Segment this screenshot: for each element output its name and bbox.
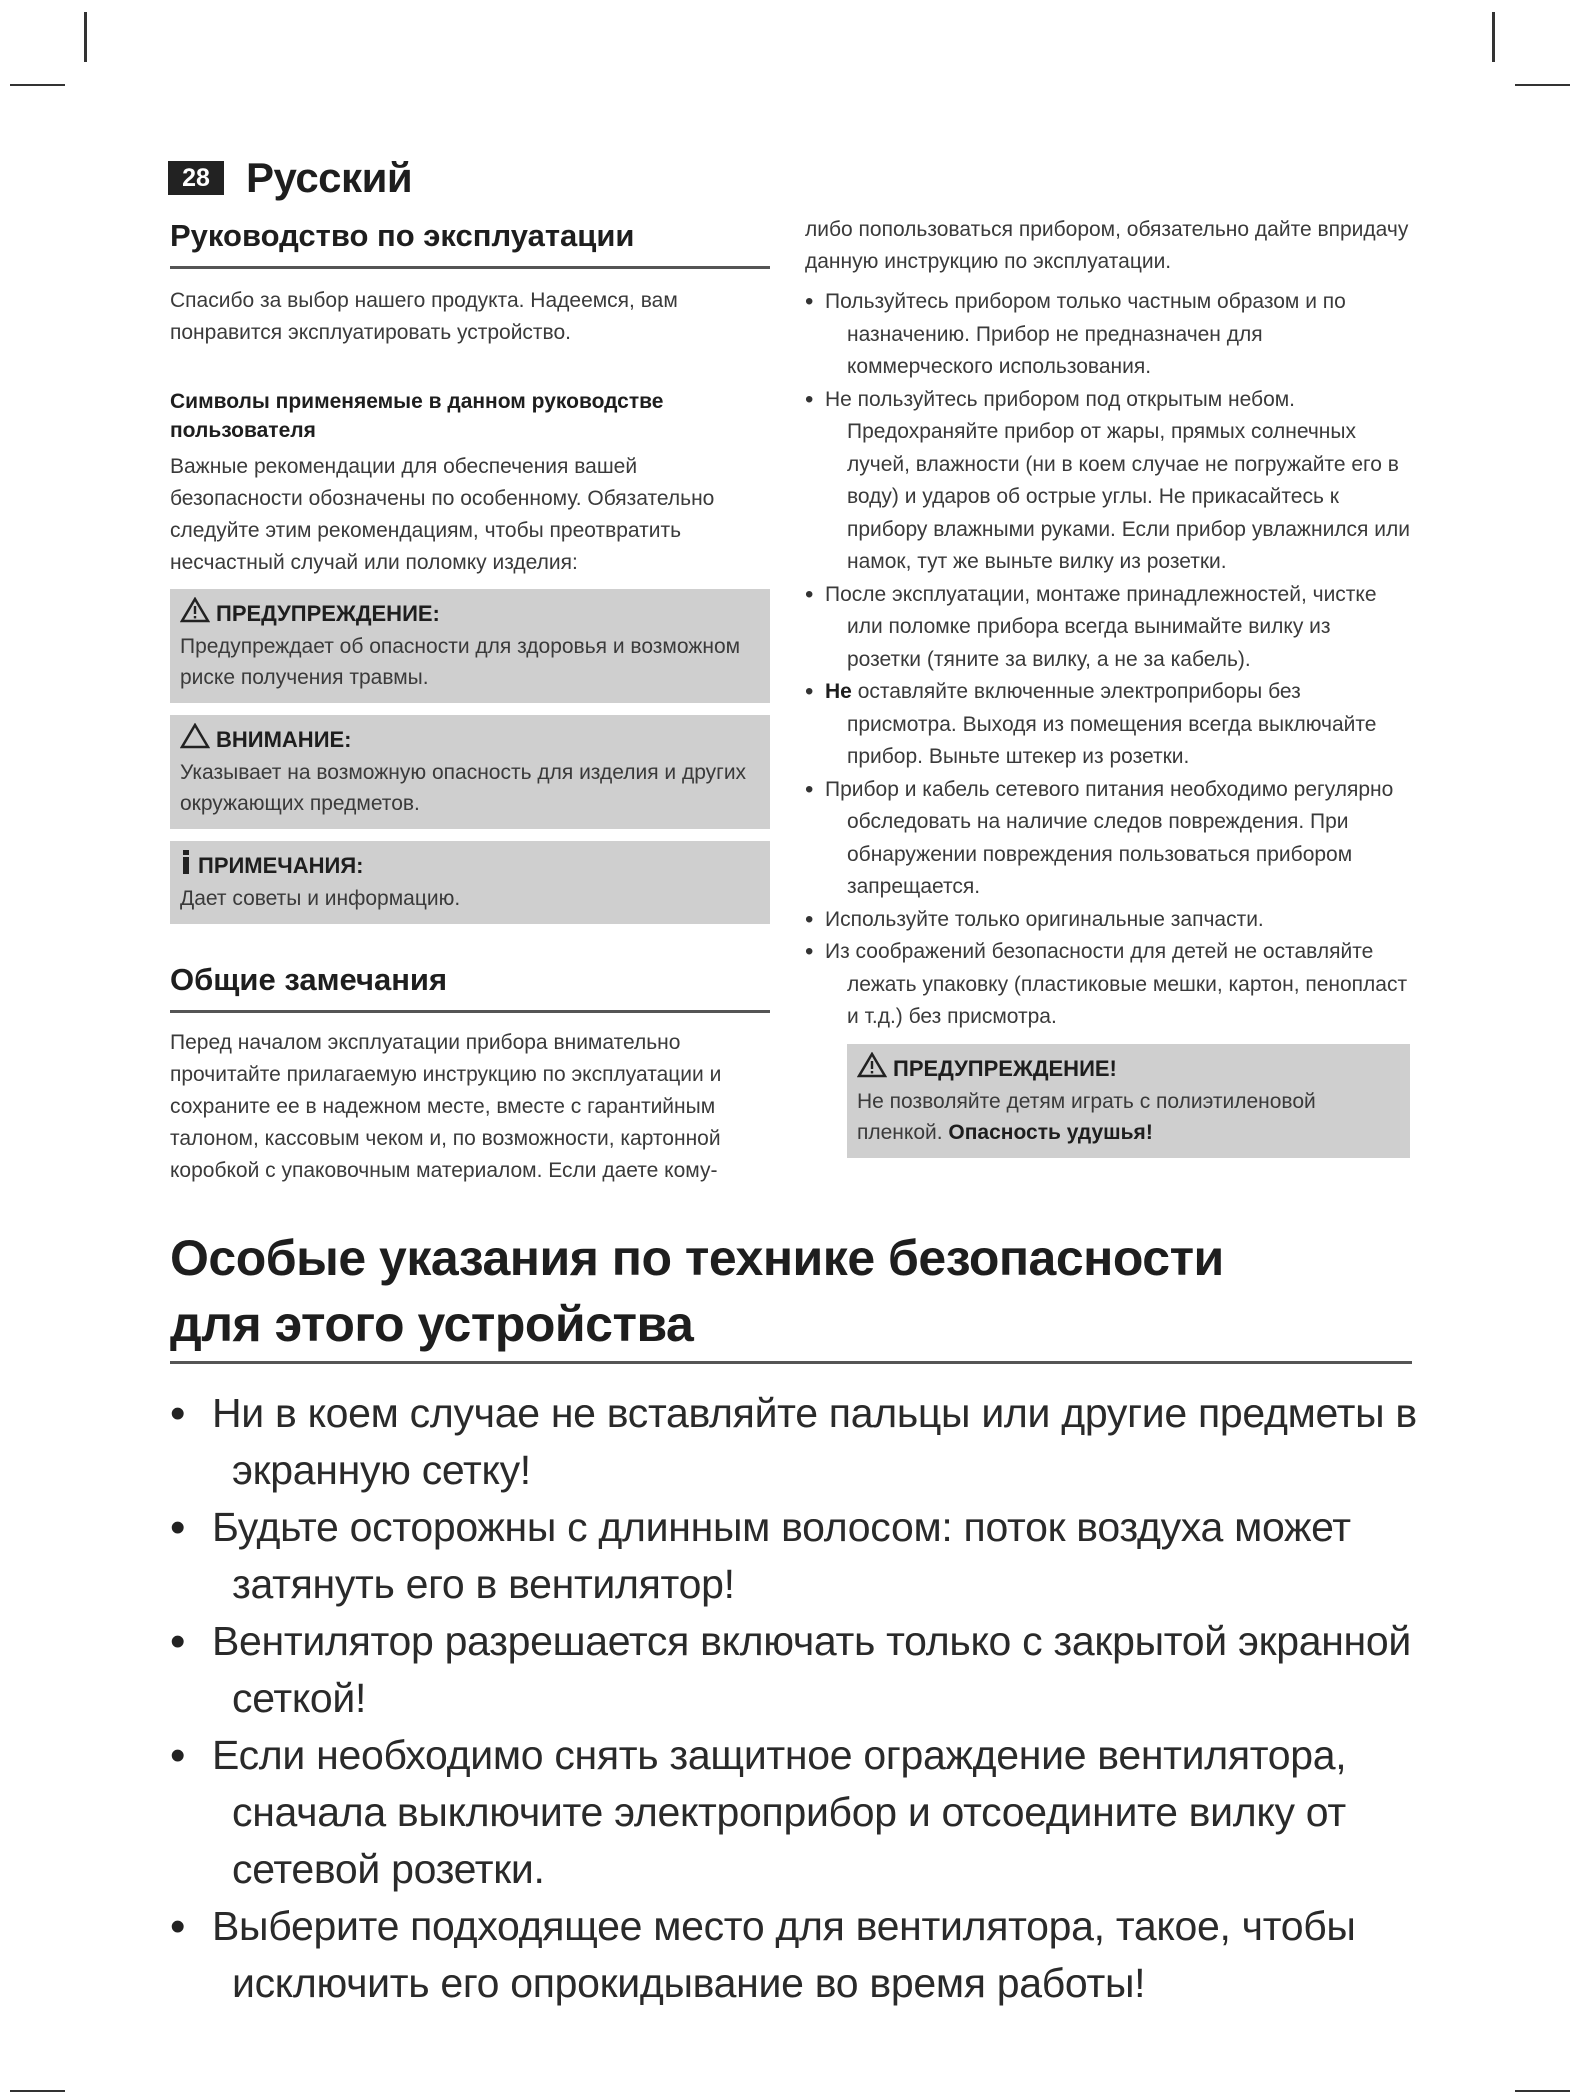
warning-2-title-row — [857, 1052, 1400, 1086]
warning-text: Предупреждает об опасности для здоровья и возможном риске получения травмы. — [180, 635, 741, 689]
left-column — [170, 214, 770, 1187]
crop-mark — [84, 12, 87, 62]
caution-text: Указывает на возможную опасность для изделия и других окружающих предметов. — [180, 761, 747, 815]
language-title: Русский — [246, 154, 413, 201]
warning-2-text-block — [857, 1086, 1400, 1148]
caution-title: ВНИМАНИЕ: — [216, 727, 352, 752]
special-title-line-1: Особые указания по технике безопасности — [170, 1230, 1224, 1286]
list-item: • Из соображений безопасности для детей не оставляйте лежать упаковку (пластиковые мешки, картон, пенопласт и т.д.) без присмотра. — [805, 936, 1410, 1034]
warning-title: ПРЕДУПРЕЖДЕНИЕ: — [216, 601, 440, 626]
bold-word: Не — [825, 680, 852, 703]
symbols-text: Важные рекомендации для обеспечения вашей безопасности обозначены по особенному. Обязательно следуйте этим рекомендациям, чтобы преотвратить несчастный случай или поломку изделия: — [170, 455, 715, 574]
list-item: • Вентилятор разрешается включать только с закрытой экранной сеткой! — [170, 1613, 1420, 1727]
page-header — [168, 150, 412, 206]
page-number: 28 — [168, 161, 224, 195]
symbols-heading: Символы применяемые в данном руководстве пользователя — [170, 390, 664, 442]
list-item: • Выберите подходящее место для вентилятора, такое, чтобы исключить его опрокидывание во время работы! — [170, 1898, 1420, 2012]
note-box — [170, 841, 770, 924]
list-item: • Ни в коем случае не вставляйте пальцы или другие предметы в экранную сетку! — [170, 1385, 1420, 1499]
list-item: • Пользуйтесь прибором только частным образом и по назначению. Прибор не предназначен для коммерческого использования. — [805, 286, 1410, 384]
crop-mark — [10, 84, 65, 86]
special-title-line-2: для этого устройства — [170, 1296, 694, 1352]
right-column — [805, 214, 1410, 1158]
warning-title-row — [180, 597, 760, 631]
warning-2-title: ПРЕДУПРЕЖДЕНИЕ! — [893, 1055, 1117, 1081]
warning-box-2 — [847, 1044, 1410, 1158]
general-heading: Общие замечания — [170, 958, 770, 1013]
caution-box — [170, 715, 770, 829]
list-item: • Используйте только оригинальные запчасти. — [805, 904, 1410, 937]
continuation-text: либо попользоваться прибором, обязательно дайте впридачу данную инструкцию по эксплуатации. — [805, 218, 1409, 273]
list-item — [805, 676, 1410, 774]
note-text: Дает советы и информацию. — [180, 887, 461, 910]
info-icon — [180, 849, 192, 883]
warning-2-bold: Опасность удушья! — [948, 1120, 1153, 1144]
note-title-row — [180, 849, 760, 883]
general-bullet-list — [805, 286, 1410, 1034]
warning-triangle-icon — [857, 1052, 887, 1086]
caution-triangle-icon — [180, 723, 210, 757]
crop-mark — [10, 2090, 65, 2092]
general-text: Перед началом эксплуатации прибора внимательно прочитайте прилагаемую инструкцию по эксплуатации и сохраните ее в надежном месте, вместе с гарантийным талоном, кассовым чеком и, по возможности, картонной коробкой с упаковочным материалом. Если даете кому- — [170, 1031, 722, 1182]
note-title: ПРИМЕЧАНИЯ: — [198, 853, 364, 878]
warning-triangle-icon — [180, 597, 210, 631]
crop-mark — [1492, 12, 1495, 62]
special-safety-list — [170, 1385, 1420, 2012]
crop-mark — [1515, 84, 1570, 86]
caution-title-row — [180, 723, 760, 757]
list-item: • Не пользуйтесь прибором под открытым небом. Предохраняйте прибор от жары, прямых солнечных лучей, влажности (ни в коем случае не погружайте его в воду) и ударов об острые углы. Не прикасайтесь к прибору влажными руками. Если прибор увлажнился или намок, тут же выньте вилку из розетки. — [805, 384, 1410, 579]
crop-mark — [1515, 2090, 1570, 2092]
warning-box — [170, 589, 770, 703]
manual-heading: Руководство по эксплуатации — [170, 214, 770, 269]
list-item-text: оставляйте включенные электроприборы без присмотра. Выходя из помещения всегда выключайте прибор. Выньте штекер из розетки. — [847, 680, 1377, 768]
special-safety-title — [170, 1225, 1412, 1364]
warning-2-text: Не позволяйте детям играть с полиэтиленовой пленкой. — [857, 1089, 1316, 1144]
list-item: • Будьте осторожны с длинным волосом: поток воздуха может затянуть его в вентилятор! — [170, 1499, 1420, 1613]
list-item: • Прибор и кабель сетевого питания необходимо регулярно обследовать на наличие следов повреждения. При обнаружении повреждения пользоваться прибором запрещается. — [805, 774, 1410, 904]
list-item: • После эксплуатации, монтаже принадлежностей, чистке или поломке прибора всегда вынимайте вилку из розетки (тяните за вилку, а не за кабель). — [805, 579, 1410, 677]
list-item: • Если необходимо снять защитное ограждение вентилятора, сначала выключите электроприбор и отсоедините вилку от сетевой розетки. — [170, 1727, 1420, 1898]
intro-text: Спасибо за выбор нашего продукта. Надеемся, вам понравится эксплуатировать устройство. — [170, 289, 678, 344]
